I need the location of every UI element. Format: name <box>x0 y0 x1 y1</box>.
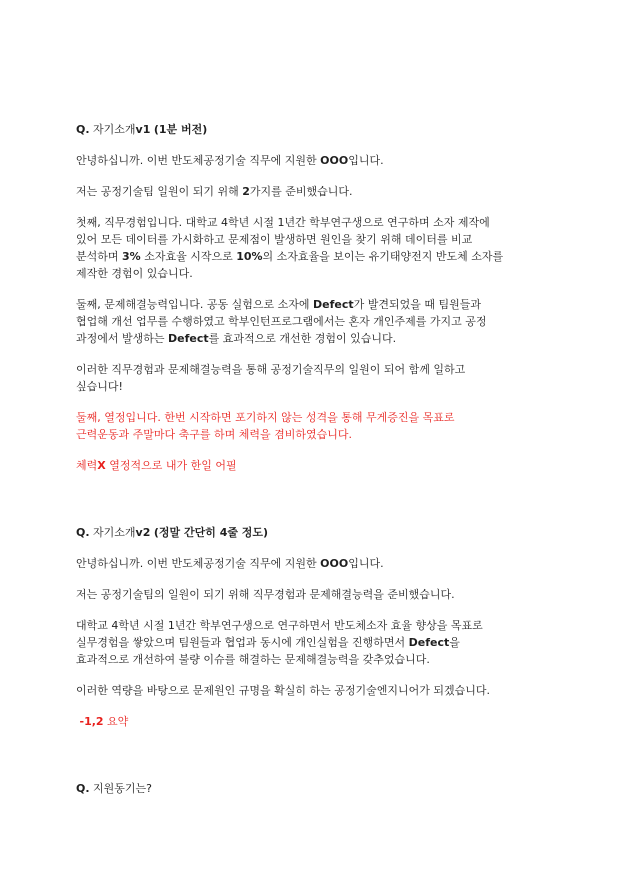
v1-note-red: 체력X 열정적으로 내가 한일 어필 <box>76 459 237 472</box>
heading-text: 지원동기는? <box>93 782 152 795</box>
v1-first-paragraph: 첫째, 직무경험입니다. 대학교 4학년 시절 1년간 학부연구생으로 연구하며 소자 제작에 있어 모든 데이터를 가시화하고 문제점이 발생하면 원인을 찾기 위해 데이터를 비교 분석하며 3% 소자효율 시작으로 10%의 소자효율을 보이는 유기태양전지 반도체 소자를 제작한 경험이 있습니다. <box>76 216 504 280</box>
section-heading-v1 <box>76 121 556 138</box>
v1-prepared: 저는 공정기술팀 일원이 되기 위해 2가지를 준비했습니다. <box>76 185 353 198</box>
v1-third-paragraph-red: 둘째, 열정입니다. 한번 시작하면 포기하지 않는 성격을 통해 무게증진을 목표로 근력운동과 주말마다 축구를 하며 체력을 겸비하였습니다. <box>76 411 455 441</box>
heading-note: (1분 버전) <box>153 123 208 136</box>
applicant-name: OOO <box>320 154 349 167</box>
v2-closing: 이러한 역량을 바탕으로 문제원인 규명을 확실히 하는 공정기술엔지니어가 되겠습니다. <box>76 684 491 697</box>
heading-text: 자기소개 <box>93 123 136 136</box>
heading-version: v2 <box>135 526 151 539</box>
v1-closing: 이러한 직무경험과 문제해결능력을 통해 공정기술직무의 일원이 되어 함께 일하고 싶습니다! <box>76 363 466 393</box>
question-marker: Q. <box>76 782 90 795</box>
v2-prepared: 저는 공정기술팀의 일원이 되기 위해 직무경험과 문제해결능력을 준비했습니다. <box>76 588 455 601</box>
section-heading-motivation <box>76 780 556 797</box>
heading-version: v1 <box>135 123 151 136</box>
v2-body-paragraph: 대학교 4학년 시절 1년간 학부연구생으로 연구하면서 반도체소자 효율 향상을 목표로 실무경험을 쌓았으며 팀원들과 협업과 동시에 개인실험을 진행하면서 Defect을 효과적으로 개선하여 불량 이슈를 해결하는 문제해결능력을 갖추었습니다. <box>76 619 483 666</box>
question-marker: Q. <box>76 526 90 539</box>
v1-second-paragraph: 둘째, 문제해결능력입니다. 공동 실험으로 소자에 Defect가 발견되었을 때 팀원들과 협업해 개선 업무를 수행하였고 학부인턴프로그램에서는 혼자 개인주제를 가지고 공정 과정에서 발생하는 Defect를 효과적으로 개선한 경험이 있습니다. <box>76 298 487 345</box>
applicant-name: OOO <box>320 557 349 570</box>
document-page <box>76 121 556 797</box>
v1-greeting: 안녕하십니까. 이번 반도체공정기술 직무에 지원한 OOO입니다. <box>76 154 384 167</box>
v2-note-red: -1,2 요약 <box>79 715 129 728</box>
heading-note: (정말 간단히 4줄 정도) <box>153 526 269 539</box>
question-marker: Q. <box>76 123 90 136</box>
v2-greeting: 안녕하십니까. 이번 반도체공정기술 직무에 지원한 OOO입니다. <box>76 557 384 570</box>
heading-text: 자기소개 <box>93 526 136 539</box>
section-heading-v2 <box>76 524 556 541</box>
